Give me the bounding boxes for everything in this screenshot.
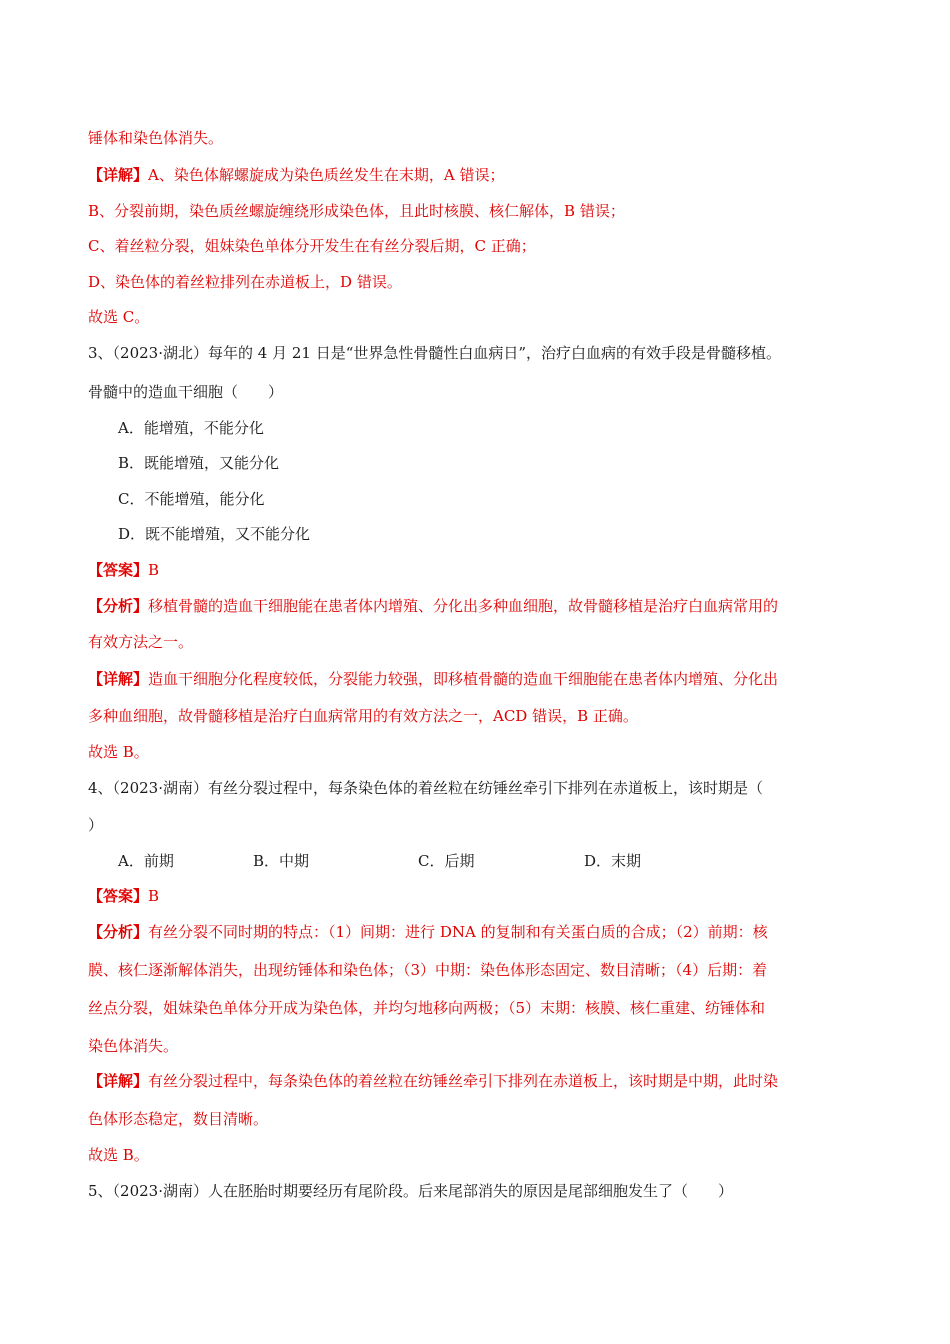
q4-detail-line-1: 【详解】有丝分裂过程中，每条染色体的着丝粒在纺锤丝牵引下排列在赤道板上，该时期是中期，此时染	[88, 1072, 779, 1090]
q4-detail-tag: 【详解】	[88, 1072, 149, 1090]
q2-tail-line: 锤体和染色体消失。	[88, 129, 224, 147]
q4-analysis-line-3: 丝点分裂，姐妹染色单体分开成为染色体，并均匀地移向两极；（5）末期：核膜、核仁重建、纺锤体和	[88, 999, 766, 1017]
q4-answer-value: B	[148, 887, 160, 905]
q5-stem-line-1: 5、（2023·湖南）人在胚胎时期要经历有尾阶段。后来尾部消失的原因是尾部细胞发生了（ ）	[88, 1182, 733, 1200]
q3-detail-line-1: 【详解】造血干细胞分化程度较低，分裂能力较强，即移植骨髓的造血干细胞能在患者体内增殖、分化出	[88, 670, 779, 688]
q3-option-a: A．能增殖，不能分化	[118, 419, 264, 437]
q3-answer-value: B	[148, 561, 160, 579]
q3-option-c: C．不能增殖，能分化	[118, 490, 265, 508]
q4-analysis-line-1: 【分析】有丝分裂不同时期的特点：（1）间期：进行 DNA 的复制和有关蛋白质的合成；（2）前期：核	[88, 923, 768, 941]
q4-answer	[88, 886, 159, 906]
q2-detail-line-3: C、着丝粒分裂，姐妹染色单体分开发生在有丝分裂后期，C 正确；	[88, 237, 536, 255]
q2-detail-line-1: 【详解】A、染色体解螺旋成为染色质丝发生在末期，A 错误；	[88, 166, 505, 184]
q2-detail-tag: 【详解】	[88, 166, 149, 184]
q3-stem-line-2: 骨髓中的造血干细胞（ ）	[88, 383, 284, 401]
q3-analysis-line-1: 【分析】移植骨髓的造血干细胞能在患者体内增殖、分化出多种血细胞，故骨髓移植是治疗白血病常用的	[88, 597, 779, 615]
q3-option-b: B．既能增殖，又能分化	[118, 454, 280, 472]
q2-detail-line-2: B、分裂前期，染色质丝螺旋缠绕形成染色体，且此时核膜、核仁解体，B 错误；	[88, 202, 625, 220]
q4-option-c: C．后期	[418, 852, 475, 870]
q3-conclusion: 故选 B。	[88, 743, 149, 761]
q4-answer-tag: 【答案】	[88, 887, 149, 905]
q3-detail-line-2: 多种血细胞，故骨髓移植是治疗白血病常用的有效方法之一，ACD 错误，B 正确。	[88, 707, 638, 725]
q2-detail-line-4: D、染色体的着丝粒排列在赤道板上，D 错误。	[88, 273, 402, 291]
q4-stem-line-1: 4、（2023·湖南）有丝分裂过程中，每条染色体的着丝粒在纺锤丝牵引下排列在赤道板上，该时期是（	[88, 779, 763, 797]
q2-conclusion: 故选 C。	[88, 308, 150, 326]
q3-analysis-tag: 【分析】	[88, 597, 149, 615]
q4-option-b: B．中期	[253, 852, 310, 870]
q3-option-d: D．既不能增殖，又不能分化	[118, 525, 311, 543]
q4-detail-line-2: 色体形态稳定，数目清晰。	[88, 1110, 269, 1128]
q4-analysis-line-4: 染色体消失。	[88, 1037, 179, 1055]
q3-answer	[88, 560, 159, 580]
q3-analysis-line-2: 有效方法之一。	[88, 633, 194, 651]
q4-analysis-line-2: 膜、核仁逐渐解体消失，出现纺锤体和染色体；（3）中期：染色体形态固定、数目清晰；（4）后期：着	[88, 961, 768, 979]
q4-conclusion: 故选 B。	[88, 1146, 149, 1164]
q4-option-a: A．前期	[118, 852, 174, 870]
q3-answer-tag: 【答案】	[88, 561, 149, 579]
q4-option-d: D．末期	[584, 852, 642, 870]
q4-analysis-tag: 【分析】	[88, 923, 149, 941]
q3-detail-tag: 【详解】	[88, 670, 149, 688]
q4-stem-line-2: ）	[88, 816, 104, 834]
q3-stem-line-1: 3、（2023·湖北）每年的 4 月 21 日是“世界急性骨髓性白血病日”，治疗白血病的有效手段是骨髓移植。	[88, 344, 782, 362]
